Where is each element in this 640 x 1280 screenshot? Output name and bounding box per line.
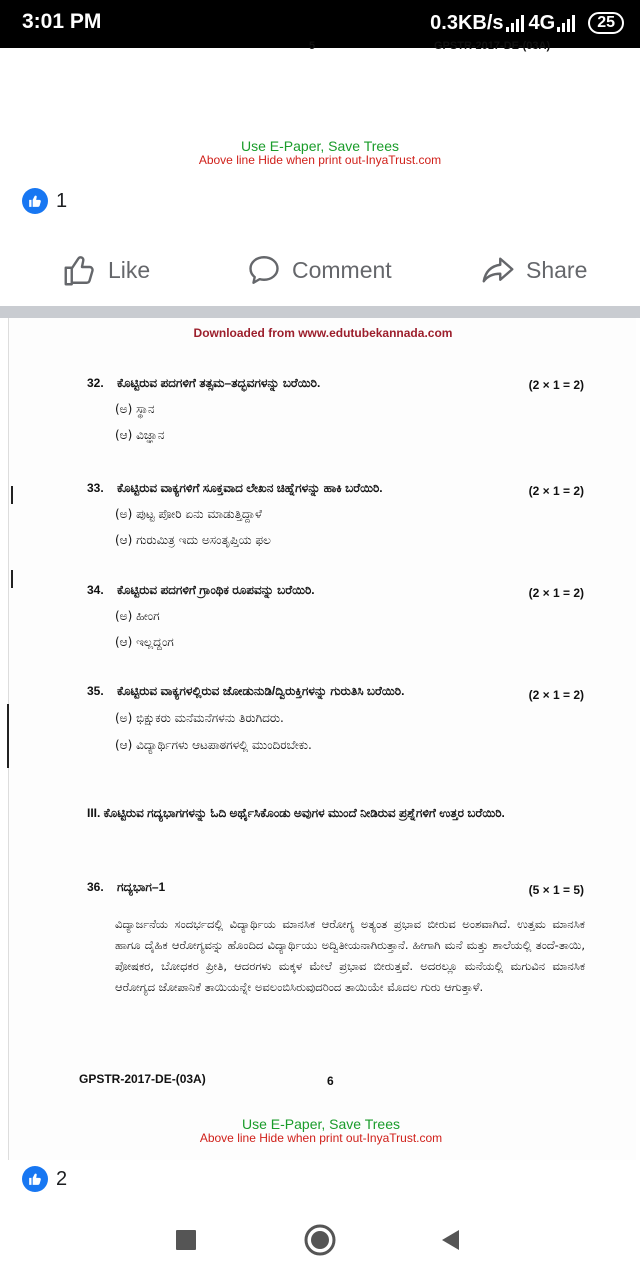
- like-icon: [62, 252, 98, 288]
- home-button[interactable]: [302, 1222, 338, 1258]
- doc-page-number: 5: [309, 40, 316, 52]
- share-label: Share: [526, 256, 588, 283]
- reaction-summary[interactable]: [22, 1166, 67, 1192]
- passage-text: ವಿದ್ಯಾರ್ಜನೆಯ ಸಂದರ್ಭದಲ್ಲಿ ವಿದ್ಯಾರ್ಥಿಯ ಮಾನಸಿಕ ಆರೋಗ್ಯ ಅತ್ಯಂತ ಪ್ರಭಾವ ಬೀರುವ ಅಂಶವಾಗಿದೆ. ಉತ್ತಮ ಮಾನಸಿಕ ಹಾಗೂ ದೈಹಿಕ ಆರೋಗ್ಯವನ್ನು ಹೊಂದಿದ ವಿದ್ಯಾರ್ಥಿಯು ಅದ್ವಿತೀಯನಾಗಿರುತ್ತಾನೆ. ಹೀಗಾಗಿ ಮನೆ ಮತ್ತು ಶಾಲೆಯಲ್ಲಿ ತಂದೆ-ತಾಯಿ, ಪೋಷಕರ, ಬೋಧಕರ ಪ್ರೀತಿ, ಆದರಗಳು ಮಕ್ಕಳ ಮೇಲೆ ಪ್ರಭಾವ ಬೀರುತ್ತವೆ. ಅದರಲ್ಲೂ ಮನೆಯಲ್ಲಿ ಮಗುವಿನ ಮಾನಸಿಕ ಆರೋಗ್ಯದ ಜೋಪಾನಿಕೆ ತಾಯಿಯನ್ನೇ ಅವಲಂಬಿಸಿರುವುದರಿಂದ ತಾಯಿಯೇ ಮೊದಲ ಗುರು ಆಗುತ್ತಾಳೆ.: [115, 917, 585, 994]
- question-marks: (2 × 1 = 2): [528, 688, 584, 702]
- status-indicators: [430, 9, 624, 37]
- recents-button[interactable]: [168, 1222, 204, 1258]
- question-33: [87, 481, 383, 496]
- thumbs-up-icon: [22, 188, 48, 214]
- question-marks: (2 × 1 = 2): [528, 586, 584, 600]
- question-number: 35.: [87, 684, 104, 698]
- doc-code: GPSTR-2017-DE-(03A): [434, 40, 551, 52]
- epaper-title: Use E-Paper, Save Trees: [242, 1116, 400, 1132]
- epaper-title: Use E-Paper, Save Trees: [241, 138, 399, 154]
- system-nav-bar: [0, 1200, 640, 1280]
- question-text: ಕೊಟ್ಟಿರುವ ವಾಕ್ಯಗಳಿಗೆ ಸೂಕ್ತವಾದ ಲೇಖನ ಚಿಹ್ನೆಗಳನ್ನು ಹಾಕಿ ಬರೆಯಿರಿ.: [117, 481, 383, 495]
- margin-mark: [11, 486, 13, 504]
- square-icon: [175, 1229, 197, 1251]
- epaper-subtitle: Above line Hide when print out-InyaTrust.com: [198, 153, 442, 167]
- option-b: (ಆ) ಇಲ್ಲದ್ದಂಗ: [115, 635, 174, 649]
- status-time: 3:01 PM: [22, 10, 102, 33]
- question-number: 36.: [87, 880, 104, 894]
- option-a: (ಅ) ಸ್ಥಾನ: [115, 402, 155, 416]
- signal-icon-2: [557, 14, 577, 32]
- question-text: ಕೊಟ್ಟಿರುವ ವಾಕ್ಯಗಳಲ್ಲಿರುವ ಜೋಡುನುಡಿ/ದ್ವಿರುಕ್ತಿಗಳನ್ನು ಗುರುತಿಸಿ ಬರೆಯಿರಿ.: [117, 684, 405, 698]
- thumbs-up-icon: [22, 1166, 48, 1192]
- option-a: (ಅ) ಪುಟ್ಟ ಪೋರಿ ಏನು ಮಾಡುತ್ತಿದ್ದಾಳೆ: [115, 507, 262, 521]
- question-marks: (2 × 1 = 2): [528, 484, 584, 498]
- option-b: (ಆ) ಗುರುಮಿತ್ರ ಇದು ಅಸಂತೃಪ್ತಿಯ ಫಲ: [115, 533, 271, 547]
- like-button[interactable]: [62, 250, 150, 290]
- signal-icon: [506, 14, 526, 32]
- section-three-instructions: III. ಕೊಟ್ಟಿರುವ ಗದ್ಯಭಾಗಗಳನ್ನು ಓದಿ ಅರ್ಥೈಸಿಕೊಂಡು ಅವುಗಳ ಮುಂದೆ ನೀಡಿರುವ ಪ್ರಶ್ನೆಗಳಿಗೆ ಉತ್ತರ ಬರೆಯಿರಿ.: [87, 806, 505, 820]
- post-action-bar: [0, 240, 640, 300]
- feed-divider: [0, 306, 640, 318]
- battery-icon: 25: [588, 12, 624, 34]
- reaction-count: 1: [56, 189, 68, 212]
- question-text: ಕೊಟ್ಟಿರುವ ಪದಗಳಿಗೆ ಗ್ರಾಂಥಿಕ ರೂಪವನ್ನು ಬರೆಯಿರಿ.: [117, 583, 315, 597]
- question-text: ಗದ್ಯಭಾಗ–1: [117, 880, 166, 894]
- network-type: 4G: [528, 11, 556, 34]
- back-triangle-icon: [439, 1228, 461, 1252]
- comment-button[interactable]: [246, 250, 392, 290]
- margin-mark: [11, 570, 13, 588]
- question-marks: (2 × 1 = 2): [528, 378, 584, 392]
- question-34: [87, 583, 315, 598]
- question-text: ಕೊಟ್ಟಿರುವ ಪದಗಳಿಗೆ ತತ್ಸಮ–ತದ್ಭವಗಳನ್ನು ಬರೆಯಿರಿ.: [117, 376, 321, 390]
- option-b: (ಆ) ವಿಜ್ಞಾನ: [115, 428, 165, 442]
- option-b: (ಆ) ವಿದ್ಯಾರ್ಥಿಗಳು ಆಟಪಾಠಗಳಲ್ಲಿ ಮುಂದಿರಬೇಕು.: [115, 738, 312, 752]
- epaper-subtitle: Above line Hide when print out-InyaTrust.com: [199, 1131, 443, 1145]
- footer-code: GPSTR-2017-DE-(03A): [79, 1072, 206, 1086]
- home-circle-icon: [303, 1223, 337, 1257]
- footer-page-number: 6: [327, 1074, 334, 1088]
- option-a: (ಅ) ಹೀಂಗ: [115, 609, 160, 623]
- question-number: 34.: [87, 583, 104, 597]
- question-35: [87, 684, 404, 699]
- comment-icon: [246, 252, 282, 288]
- margin-mark: [7, 704, 9, 768]
- network-speed: 0.3KB/s: [430, 11, 504, 34]
- scanned-page-image[interactable]: [8, 318, 636, 1160]
- share-icon: [480, 252, 516, 288]
- question-36: [87, 880, 165, 895]
- reaction-summary[interactable]: [22, 188, 67, 214]
- comment-label: Comment: [292, 256, 392, 283]
- downloaded-from-line: Downloaded from www.edutubekannada.com: [193, 326, 453, 340]
- reaction-count: 2: [56, 1167, 68, 1190]
- question-marks: (5 × 1 = 5): [528, 883, 584, 897]
- like-label: Like: [108, 256, 151, 283]
- question-32: [87, 376, 320, 391]
- back-button[interactable]: [432, 1222, 468, 1258]
- option-a: (ಅ) ಭಿಕ್ಷುಕರು ಮನೆಮನೆಗಳನು ತಿರುಗಿದರು.: [115, 711, 284, 725]
- question-number: 33.: [87, 481, 104, 495]
- question-number: 32.: [87, 376, 104, 390]
- share-button[interactable]: [480, 250, 587, 290]
